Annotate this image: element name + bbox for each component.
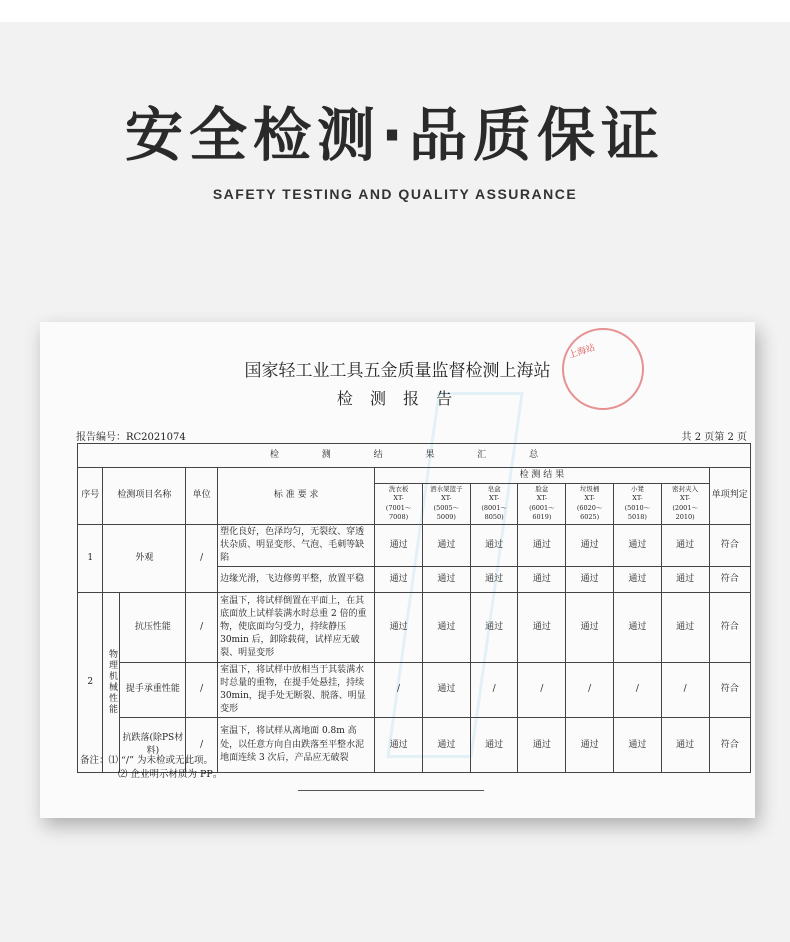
notes <box>80 754 222 782</box>
result-cell: 通过 <box>470 592 518 662</box>
product-code: XT- <box>488 494 500 503</box>
result-cell: 通过 <box>518 592 566 662</box>
result-cell: / <box>661 662 709 717</box>
result-cell: 通过 <box>614 718 662 773</box>
signature-line <box>298 790 484 791</box>
product-name: 洒水架篮子 <box>430 485 463 494</box>
result-cell: 通过 <box>470 566 518 592</box>
product-name: 皂盒 <box>487 485 501 494</box>
product-header <box>518 484 566 525</box>
product-name: 小凳 <box>630 485 644 494</box>
summary-header: 检 测 结 果 汇 总 <box>78 444 751 468</box>
result-cell: 通过 <box>375 718 423 773</box>
result-cell: 通过 <box>375 524 423 566</box>
result-cell: / <box>614 662 662 717</box>
row-group: 物理机械性能 <box>103 592 120 772</box>
row-standard: 边缘光滑，飞边修剪平整，放置平稳 <box>218 566 375 592</box>
product-code: XT- <box>441 494 452 503</box>
product-header <box>375 484 423 525</box>
product-name: 脸盆 <box>535 485 549 494</box>
product-range: (2001～2010) <box>672 503 698 522</box>
result-cell: 通过 <box>566 524 614 566</box>
product-header <box>614 484 662 525</box>
result-cell: 通过 <box>614 592 662 662</box>
report-organization: 国家轻工业工具五金质量监督检测上海站 <box>244 361 551 381</box>
row-standard: 室温下，将试样从离地面 0.8m 高处，以任意方向自由跌落至平整水泥地面连续 3 次后，产品应无破裂 <box>218 718 375 773</box>
result-cell: 通过 <box>375 566 423 592</box>
result-cell: 通过 <box>661 566 709 592</box>
result-cell: 通过 <box>614 524 662 566</box>
product-code: XT- <box>680 494 691 503</box>
result-cell: 通过 <box>566 718 614 773</box>
product-range: (7001～7008) <box>385 503 412 522</box>
results-table <box>77 443 751 773</box>
product-range: (8001～8050) <box>481 503 507 522</box>
result-cell: 通过 <box>566 592 614 662</box>
page-title: 安全检测·品质保证 <box>124 101 666 169</box>
result-cell: 通过 <box>566 566 614 592</box>
row-item: 外观 <box>103 524 186 592</box>
result-cell: 通过 <box>518 524 566 566</box>
report-title: 检 测 报 告 <box>336 389 459 408</box>
result-cell: 通过 <box>422 662 470 717</box>
result-cell: 通过 <box>661 524 709 566</box>
col-standard: 标 准 要 求 <box>218 468 375 525</box>
result-cell: / <box>470 662 518 717</box>
seal-text: 上海站 <box>567 342 597 361</box>
col-verdict: 单项判定 <box>709 468 750 525</box>
product-code: XT- <box>393 494 404 503</box>
product-header <box>566 484 614 525</box>
row-verdict: 符合 <box>709 718 750 773</box>
page-indicator: 共 2 页第 2 页 <box>681 432 747 443</box>
result-cell: 通过 <box>518 718 566 773</box>
row-unit: / <box>186 592 218 662</box>
result-cell: 通过 <box>422 718 470 773</box>
row-standard: 室温下，将试样倒置在平面上，在其底面放上试样装满水时总重 2 倍的重物，使底面均匀受力，持续静压 30min 后，卸除载荷，试样应无破裂、明显变形 <box>218 592 375 662</box>
product-range: (6001～6019) <box>529 503 555 522</box>
row-standard: 室温下，将试样中放相当于其装满水时总量的重物，在提手处悬挂，持续 30min，提手处无断裂、脱落、明显变形 <box>218 662 375 717</box>
product-name: 洗衣板 <box>388 485 409 494</box>
row-verdict: 符合 <box>709 592 750 662</box>
product-code: XT- <box>632 494 643 503</box>
row-standard: 塑化良好，色泽均匀，无裂纹、穿透状杂质、明显变形、气泡、毛刺等缺陷 <box>218 524 375 566</box>
row-seq: 2 <box>78 592 103 772</box>
result-cell: 通过 <box>614 566 662 592</box>
col-results: 检 测 结 果 <box>375 468 709 484</box>
product-range: (5005～5009) <box>433 503 460 522</box>
result-cell: 通过 <box>375 592 423 662</box>
col-seq: 序号 <box>78 468 103 525</box>
result-cell: / <box>518 662 566 717</box>
product-range: (6020～6025) <box>576 503 603 522</box>
col-unit: 单位 <box>186 468 218 525</box>
result-cell: 通过 <box>470 718 518 773</box>
test-report-document <box>40 322 755 818</box>
row-verdict: 符合 <box>709 662 750 717</box>
row-verdict: 符合 <box>709 524 750 566</box>
page-subtitle: SAFETY TESTING AND QUALITY ASSURANCE <box>212 186 578 202</box>
report-number: 报告编号：RC2021074 <box>76 432 186 443</box>
row-seq: 1 <box>78 524 103 592</box>
product-range: (5010～5018) <box>624 503 651 522</box>
result-cell: 通过 <box>422 566 470 592</box>
note-line: 备注：⑴ “/” 为未检或无此项。 <box>80 755 213 766</box>
product-code: XT- <box>536 494 548 503</box>
result-cell: / <box>566 662 614 717</box>
result-cell: 通过 <box>422 592 470 662</box>
row-item: 抗压性能 <box>120 592 186 662</box>
product-header <box>470 484 518 525</box>
result-cell: 通过 <box>422 524 470 566</box>
note-line: ⑵ 企业明示材质为 PP。 <box>118 769 223 780</box>
product-name: 密封夹入 <box>672 485 699 494</box>
product-header <box>422 484 470 525</box>
product-name: 垃圾桶 <box>579 485 600 494</box>
row-unit: / <box>186 662 218 717</box>
result-cell: 通过 <box>661 592 709 662</box>
col-item: 检测项目名称 <box>103 468 186 525</box>
row-verdict: 符合 <box>709 566 750 592</box>
result-cell: 通过 <box>470 524 518 566</box>
result-cell: / <box>375 662 423 717</box>
row-item: 提手承重性能 <box>120 662 186 717</box>
row-item: 抗跌落(除PS材料) <box>120 718 186 773</box>
row-unit: / <box>186 524 218 592</box>
product-header <box>661 484 709 525</box>
result-cell: 通过 <box>661 718 709 773</box>
result-cell: 通过 <box>518 566 566 592</box>
product-code: XT- <box>584 494 595 503</box>
row-unit: / <box>186 718 218 773</box>
top-strip <box>0 0 790 22</box>
